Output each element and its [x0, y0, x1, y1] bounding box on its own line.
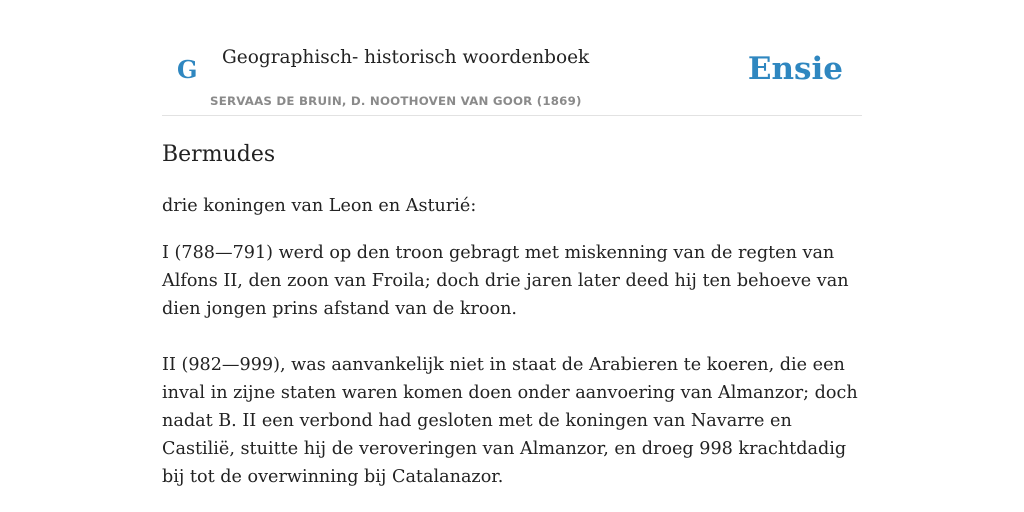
book-authors: SERVAAS DE BRUIN, D. NOOTHOVEN VAN GOOR (1869) [210, 94, 582, 108]
source-header [162, 0, 862, 116]
entry-paragraph-2: II (982—999), was aanvankelijk niet in staat de Arabieren te koeren, die een inval in zijne staten waren komen doen onder aanvoering van Almanzor; doch nadat B. II een verbond had gesloten met de koningen van Navarre en Castilië, stuitte hij de veroveringen van Almanzor, en droeg 998 krachtdadig bij tot de overwinning bij Catalanazor. [162, 355, 858, 487]
source-logo[interactable]: G [177, 55, 198, 84]
entry-paragraph-1: I (788—791) werd op den troon gebragt met miskenning van de regten van Alfons II, den zoon van Froila; doch drie jaren later deed hij ten behoeve van dien jongen prins afstand van de kroon. [162, 243, 849, 319]
entry-intro: drie koningen van Leon en Asturié: [162, 196, 477, 216]
book-title-link[interactable]: Geographisch- historisch woordenboek [222, 47, 590, 68]
content-column [162, 0, 862, 487]
entry-body [162, 192, 862, 491]
ensie-logo[interactable]: Ensie [747, 51, 843, 87]
entry-title: Bermudes [162, 142, 276, 167]
